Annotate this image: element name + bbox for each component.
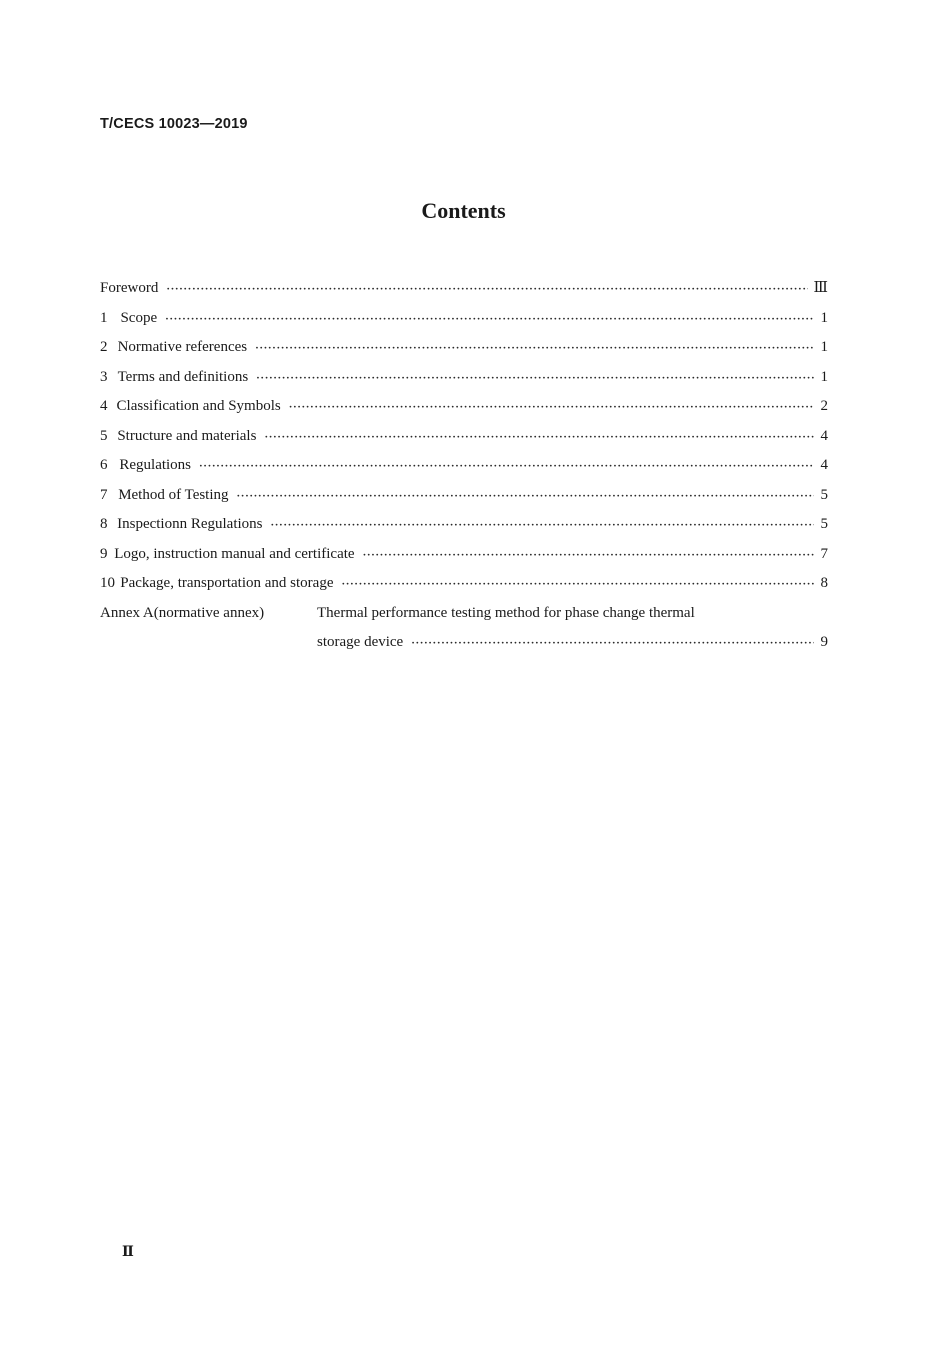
toc-entry-foreword[interactable]: [100, 278, 828, 308]
dot-leader: [237, 486, 814, 506]
toc-entry-terms-and-definitions[interactable]: [100, 367, 828, 397]
dot-leader: [255, 338, 814, 358]
toc-entry-scope[interactable]: [100, 308, 828, 338]
toc-entry-label: Logo, instruction manual and certificate: [114, 545, 355, 562]
toc-entry-inspection-regulations[interactable]: [100, 514, 828, 544]
dot-leader: [271, 515, 814, 535]
toc-entry-number: 5: [100, 427, 108, 444]
toc-entry-number: 9: [100, 545, 108, 562]
annex-title-line-1: Thermal performance testing method for phase change thermal: [317, 604, 695, 621]
dot-leader: [289, 397, 814, 417]
toc-entry-package-transportation-storage[interactable]: [100, 573, 828, 603]
toc-page-number: 1: [820, 339, 828, 355]
toc-entry-method-of-testing[interactable]: [100, 485, 828, 515]
dot-leader: [411, 633, 814, 653]
toc-entry-label: Method of Testing: [118, 486, 229, 503]
toc-entry-number: 4: [100, 398, 108, 414]
toc-page-number: Ⅲ: [813, 280, 828, 296]
dot-leader: [199, 456, 814, 476]
toc-entry-label: Regulations: [119, 457, 192, 473]
dot-leader: [363, 545, 814, 565]
toc-entry-label: Scope: [120, 309, 158, 326]
annex-prefix: Annex A(normative annex): [100, 604, 265, 621]
toc-entry-logo-manual-certificate[interactable]: [100, 544, 828, 574]
toc-entry-number: 8: [100, 516, 108, 532]
toc-page-number: 5: [820, 486, 828, 503]
toc-entry-classification-and-symbols[interactable]: [100, 396, 828, 426]
toc-entry-label: Terms and definitions: [117, 368, 249, 385]
toc-page-number: 5: [820, 516, 828, 532]
dot-leader: [165, 309, 814, 329]
toc-page-number: 9: [820, 634, 828, 650]
toc-entry-label: Inspectionn Regulations: [117, 516, 263, 532]
toc-entry-label: Normative references: [117, 339, 248, 355]
toc-entry-label: Classification and Symbols: [116, 398, 281, 414]
toc-entry-label: Package, transportation and storage: [120, 575, 334, 591]
toc-entry-normative-references[interactable]: [100, 337, 828, 367]
toc-page-number: 4: [820, 427, 828, 444]
page-title: Contents: [421, 198, 506, 223]
toc-entry-annex-a[interactable]: [100, 603, 828, 633]
toc-page-number: 2: [820, 398, 828, 414]
toc-entry-structure-and-materials[interactable]: [100, 426, 828, 456]
toc-entry-number: 2: [100, 339, 108, 355]
page-number: Ⅱ: [122, 1245, 134, 1260]
document-code: T/CECS 10023—2019: [100, 116, 248, 132]
dot-leader: [264, 427, 814, 447]
toc-entry-annex-a-continuation[interactable]: [100, 632, 828, 662]
toc-entry-number: 6: [100, 457, 108, 473]
toc-page-number: 7: [820, 545, 828, 562]
toc-entry-label: Structure and materials: [117, 427, 257, 444]
toc-entry-label: Foreword: [100, 280, 159, 296]
dot-leader: [166, 279, 807, 299]
toc-page-number: 4: [820, 457, 828, 473]
dot-leader: [256, 368, 814, 388]
toc-entry-number: 10: [100, 575, 115, 591]
toc-page-number: 1: [820, 309, 828, 326]
toc-entry-number: 1: [100, 309, 108, 326]
toc-page-number: 8: [820, 575, 828, 591]
annex-title-line-2: storage device: [317, 634, 404, 650]
toc-entry-regulations[interactable]: [100, 455, 828, 485]
toc-page-number: 1: [820, 368, 828, 385]
toc-entry-number: 3: [100, 368, 108, 385]
dot-leader: [342, 574, 815, 594]
toc-entry-number: 7: [100, 486, 108, 503]
table-of-contents: [100, 278, 828, 662]
